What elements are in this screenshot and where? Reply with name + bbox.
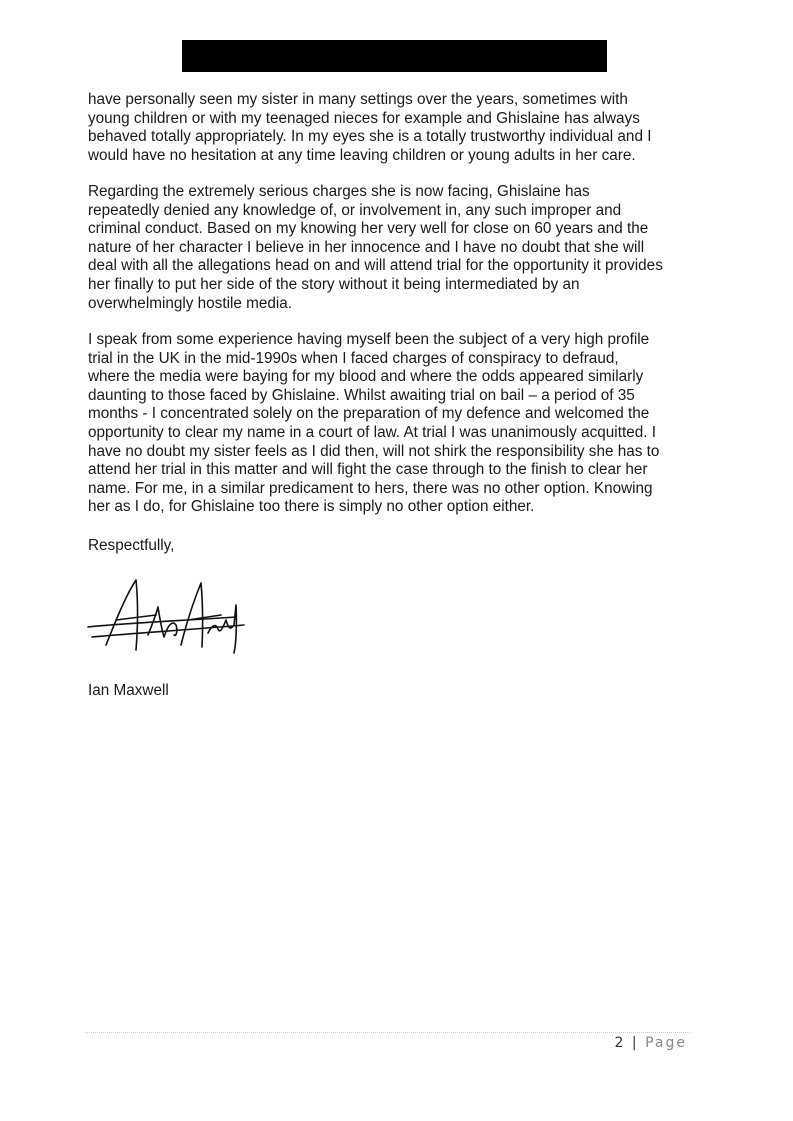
text-line: I speak from some experience having myself been the subject of a very high profile <box>88 331 650 348</box>
text-line: criminal conduct. Based on my knowing her very well for close on 60 years and the <box>88 220 649 238</box>
text-line: have no doubt my sister feels as I did then, will not shirk the responsibility she has to <box>88 442 660 460</box>
page-number-value: 2 <box>614 1035 626 1051</box>
closing: Respectfully, <box>88 537 175 554</box>
text-line: name. For me, in a similar predicament to hers, there was no other option. Knowing <box>88 479 653 497</box>
paragraph-1 <box>88 91 728 165</box>
text-line: months - I concentrated solely on the preparation of my defence and welcomed the <box>88 405 650 423</box>
redaction-bar <box>182 40 607 72</box>
text-line: Regarding the extremely serious charges she is now facing, Ghislaine has <box>88 183 590 200</box>
text-line: opportunity to clear my name in a court of law. At trial I was unanimously acquitted. I <box>88 423 656 441</box>
text-line: would have no hesitation at any time leaving children or young adults in her care. <box>88 146 636 164</box>
text-line: overwhelmingly hostile media. <box>88 294 293 312</box>
text-line: trial in the UK in the mid-1990s when I faced charges of conspiracy to defraud, <box>88 349 619 367</box>
page-separator: | <box>631 1035 639 1051</box>
text-line: daunting to those faced by Ghislaine. Whilst awaiting trial on bail – a period of 35 <box>88 386 635 404</box>
text-line: deal with all the allegations head on and will attend trial for the opportunity it provides <box>88 257 663 275</box>
page-number <box>615 1035 687 1051</box>
text-line: her as I do, for Ghislaine too there is simply no other option either. <box>88 498 535 516</box>
text-line: attend her trial in this matter and will fight the case through to the finish to clear her <box>88 461 648 479</box>
paragraph-3 <box>88 331 728 517</box>
text-line: her finally to put her side of the story without it being intermediated by an <box>88 275 580 293</box>
signature <box>86 575 246 660</box>
text-line: where the media were baying for my blood and where the odds appeared similarly <box>88 368 644 386</box>
text-line: nature of her character I believe in her innocence and I have no doubt that she will <box>88 238 645 256</box>
paragraph-2 <box>88 183 728 313</box>
text-line: repeatedly denied any knowledge of, or involvement in, any such improper and <box>88 201 622 219</box>
page-label: Page <box>645 1035 687 1051</box>
text-line: young children or with my teenaged nieces for example and Ghislaine has always <box>88 109 640 127</box>
footer-divider <box>85 1032 690 1033</box>
signatory-name: Ian Maxwell <box>88 682 169 699</box>
text-line: have personally seen my sister in many settings over the years, sometimes with <box>88 91 628 108</box>
text-line: behaved totally appropriately. In my eyes she is a totally trustworthy individual and I <box>88 128 652 146</box>
